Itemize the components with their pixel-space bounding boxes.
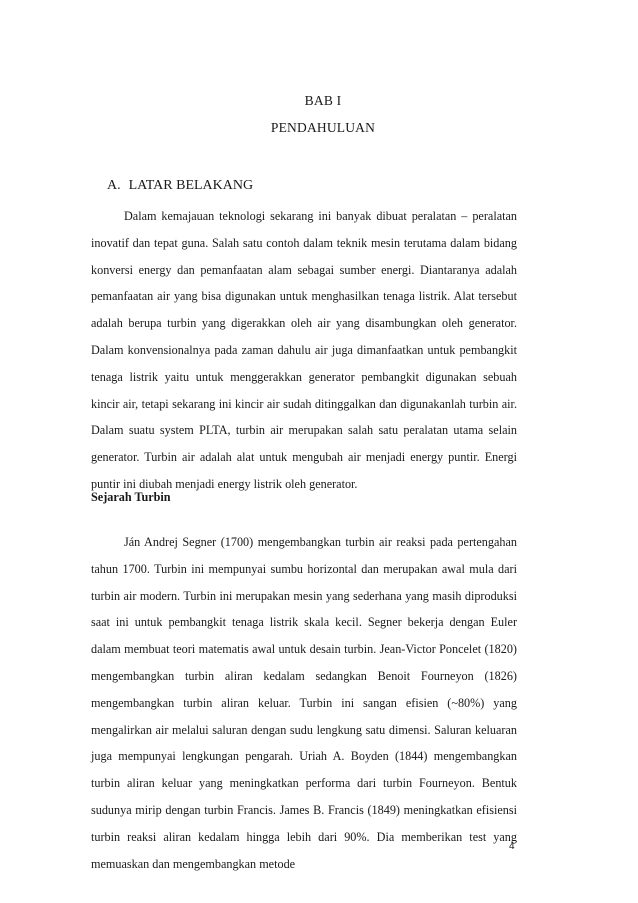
subsection-heading-sejarah: Sejarah Turbin xyxy=(91,490,171,504)
section-heading xyxy=(107,178,253,194)
chapter-title: PENDAHULUAN xyxy=(270,120,376,135)
sejarah-body xyxy=(91,529,517,877)
paragraph-sejarah: Ján Andrej Segner (1700) mengembangkan turbin air reaksi pada pertengahan tahun 1700. Turbin ini mempunyai sumbu horizontal dan merupakan awal mula dari turbin air modern. Turbin ini merupakan mesin yang sederhana yang masih diproduksi saat ini untuk pembangkit tenaga listrik skala kecil. Segner bekerja dengan Euler dalam membuat teori matematis awal untuk desain turbin. Jean-Victor Poncelet (1820) mengembangkan turbin aliran kedalam sedangkan Benoit Fourneyon (1826) mengembangkan turbin aliran keluar. Turbin ini sangan efisien (~80%) yang mengalirkan air melalui saluran dengan sudu lengkung satu dimensi. Saluran keluaran juga mempunyai lengkungan pengarah. Uriah A. Boyden (1844) mengembangkan turbin aliran keluar yang meningkatkan performa dari turbin Fourneyon. Bentuk sudunya mirip dengan turbin Francis. James B. Francis (1849) meningkatkan efisiensi turbin reaksi aliran kedalam hingga lebih dari 90%. Dia memberikan test yang memuaskan dan mengembangkan metode xyxy=(91,535,517,871)
chapter-number: BAB I xyxy=(304,93,342,108)
paragraph-latar-belakang: Dalam kemajauan teknologi sekarang ini banyak dibuat peralatan – peralatan inovatif dan tepat guna. Salah satu contoh dalam teknik mesin terutama dalam bidang konversi energy dan pemanfaatan alam sebagai sumber energi. Diantaranya adalah pemanfaatan air yang bisa digunakan untuk menghasilkan tenaga listrik. Alat tersebut adalah berupa turbin yang digerakkan oleh air yang disambungkan oleh generator. Dalam konvensionalnya pada zaman dahulu air juga dimanfaatkan untuk pembangkit tenaga listrik yaitu untuk menggerakkan generator pembangkit digunakan sebuah kincir air, tetapi sekarang ini kincir air sudah ditinggalkan dan digunakanlah turbin air. Dalam suatu system PLTA, turbin air merupakan salah satu peralatan utama selain generator. Turbin air adalah alat untuk mengubah air menjadi energy puntir. Energi puntir ini diubah menjadi energy listrik oleh generator. xyxy=(91,209,517,491)
section-marker: A. xyxy=(107,178,121,193)
section-title: LATAR BELAKANG xyxy=(128,178,254,193)
page-number: 4 xyxy=(509,841,515,852)
latar-belakang-body xyxy=(91,203,517,498)
